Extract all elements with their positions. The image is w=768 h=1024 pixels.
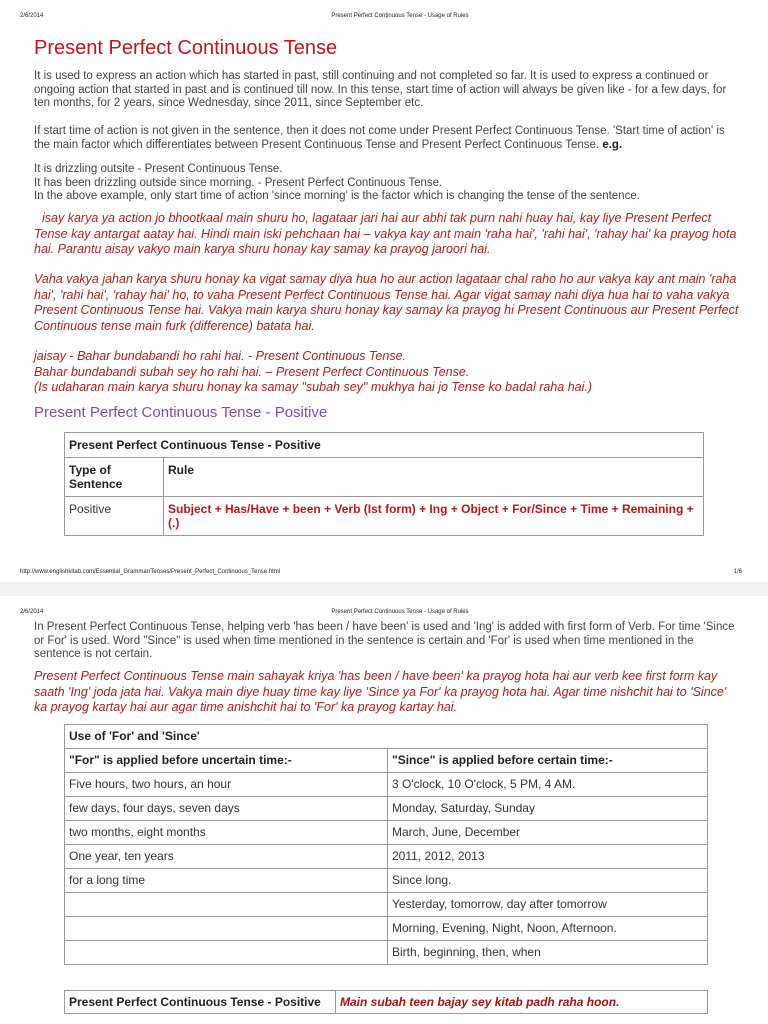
example-sentence: Main subah teen bajay sey kitab padh raha hoon. [336, 991, 708, 1014]
section-heading: Present Perfect Continuous Tense - Positive [34, 404, 328, 421]
page-title: Present Perfect Continuous Tense [34, 37, 338, 59]
example-block [34, 163, 736, 204]
footer-url: http://www.englishkitab.com/Essential_Grammar/Tenses/Present_Perfect_Continuous_Tense.html [20, 569, 281, 575]
definition-paragraph [34, 125, 736, 152]
row-rule: Subject + Has/Have + been + Verb (Ist form) + Ing + Object + For/Since + Time + Remaining + (.) [164, 497, 704, 536]
since-cell: 2011, 2012, 2013 [388, 845, 708, 869]
header-date: 2/6/2014 [20, 609, 44, 615]
page-separator [0, 582, 768, 596]
usage-paragraph: In Present Perfect Continuous Tense, helping verb 'has been / have been' is used and 'Ing' is added with first form of Verb. For time 'Since or For' is used. Word "Since" is used when time mentioned in the sentence is certain and 'For' is used when time mentioned in the sentence is not certain. [34, 621, 735, 660]
footer-page-number: 1/6 [733, 569, 742, 575]
table-row [65, 941, 708, 965]
for-cell: for a long time [65, 869, 388, 893]
since-cell: Birth, beginning, then, when [388, 941, 708, 965]
example-line: It is drizzling outsite - Present Continuous Tense. [34, 163, 283, 175]
hindi-example-line: jaisay - Bahar bundabandi ho rahi hai. - Present Continuous Tense. [34, 349, 406, 363]
table-row [65, 773, 708, 797]
since-cell: Monday, Saturday, Sunday [388, 797, 708, 821]
hindi-paragraph: isay karya ya action jo bhootkaal main shuru ho, lagataar jari hai aur abhi tak purn nahi huay hai, kay liye Present Perfect Tense kay antargat aatay hai. Hindi main iski pehchaan hai – vakya kay ant main 'raha hai', 'rahi hai', 'rahay hai' ka prayog hota hai. Parantu aisay vakyo main karya shuru honay kay samay ka prayog jaroori hai. [34, 211, 737, 256]
table-row [65, 797, 708, 821]
eg-label: e.g. [602, 138, 623, 151]
for-cell: few days, four days, seven days [65, 797, 388, 821]
intro-paragraph: It is used to express an action which has started in past, still continuing and not completed so far. It is used to express a continued or ongoing action that started in past and is continued till now. In this tense, start time of action will always be given like - for a few days, for ten months, for 2 years, since Wednesday, since 2011, since September etc. [34, 70, 727, 109]
since-cell: Yesterday, tomorrow, day after tomorrow [388, 893, 708, 917]
table-row [65, 893, 708, 917]
for-cell [65, 917, 388, 941]
hindi-paragraph: Vaha vakya jahan karya shuru honay ka vigat samay diya hua ho aur action lagataar chal raho ho aur vakya kay ant main 'raha hai', 'rahi hai', 'rahay hai' ho, to vaha Present Perfect Continuous Tense hai. Agar vigat samay nahi diya hua hai to vaha vakya Present Continuous Tense hai. Vakya main karya shuru honay kay samay ka prayog hi Present Continuous aur Present Perfect Continuous tense main furk (difference) batata hai. [34, 272, 739, 333]
hindi-example-block [34, 349, 740, 396]
since-cell: 3 O'clock, 10 O'clock, 5 PM, 4 AM. [388, 773, 708, 797]
table-caption: Use of 'For' and 'Since' [65, 725, 708, 749]
since-cell: March, June, December [388, 821, 708, 845]
since-cell: Morning, Evening, Night, Noon, Afternoon. [388, 917, 708, 941]
for-cell: Five hours, two hours, an hour [65, 773, 388, 797]
column-header-for: "For" is applied before uncertain time:- [65, 749, 388, 773]
header-date: 2/6/2014 [20, 13, 44, 19]
hindi-paragraph: Present Perfect Continuous Tense main sahayak kriya 'has been / have been' ka prayog hota hai aur verb kee first form kay saath 'Ing' joda jata hai. Vakya main diye huay time kay liye 'Since ya For' ka prayog hota hai. Agar time nishchit hai to 'Since' ka prayog kartay hai aur agar time anishchit hai to 'For' ka prayog kartay hai. [34, 669, 727, 714]
header-title: Present Perfect Continuous Tense - Usage of Rules [331, 13, 469, 19]
column-header-type: Type of Sentence [65, 458, 164, 497]
table-row [65, 917, 708, 941]
example-table [64, 990, 708, 1014]
column-header-rule: Rule [164, 458, 704, 497]
since-cell: Since long. [388, 869, 708, 893]
for-cell: two months, eight months [65, 821, 388, 845]
table-caption: Present Perfect Continuous Tense - Positive [65, 433, 704, 458]
definition-text: If start time of action is not given in the sentence, then it does not come under Present Perfect Continuous Tense. 'Start time of action' is the main factor which differentiates between Present Continuous Tense and Present Perfect Continuous Tense. [34, 125, 725, 151]
table-row [65, 869, 708, 893]
table-row [65, 845, 708, 869]
example-line: In the above example, only start time of action 'since morning' is the factor which is changing the tense of the sentence. [34, 190, 640, 202]
hindi-example-line: (Is udaharan main karya shuru honay ka samay "subah sey" mukhya hai jo Tense ko badal raha hai.) [34, 380, 593, 394]
for-cell [65, 941, 388, 965]
example-label: Present Perfect Continuous Tense - Positive [65, 991, 336, 1014]
for-cell [65, 893, 388, 917]
rule-table [64, 432, 704, 536]
header-title: Present Perfect Continuous Tense - Usage of Rules [331, 609, 469, 615]
for-cell: One year, ten years [65, 845, 388, 869]
hindi-example-line: Bahar bundabandi subah sey ho rahi hai. – Present Perfect Continuous Tense. [34, 364, 470, 379]
example-line: It has been drizzling outside since morning. - Present Perfect Continuous Tense. [34, 176, 443, 189]
column-header-since: "Since" is applied before certain time:- [388, 749, 708, 773]
table-row [65, 821, 708, 845]
for-since-table [64, 724, 708, 965]
row-type: Positive [65, 497, 164, 536]
